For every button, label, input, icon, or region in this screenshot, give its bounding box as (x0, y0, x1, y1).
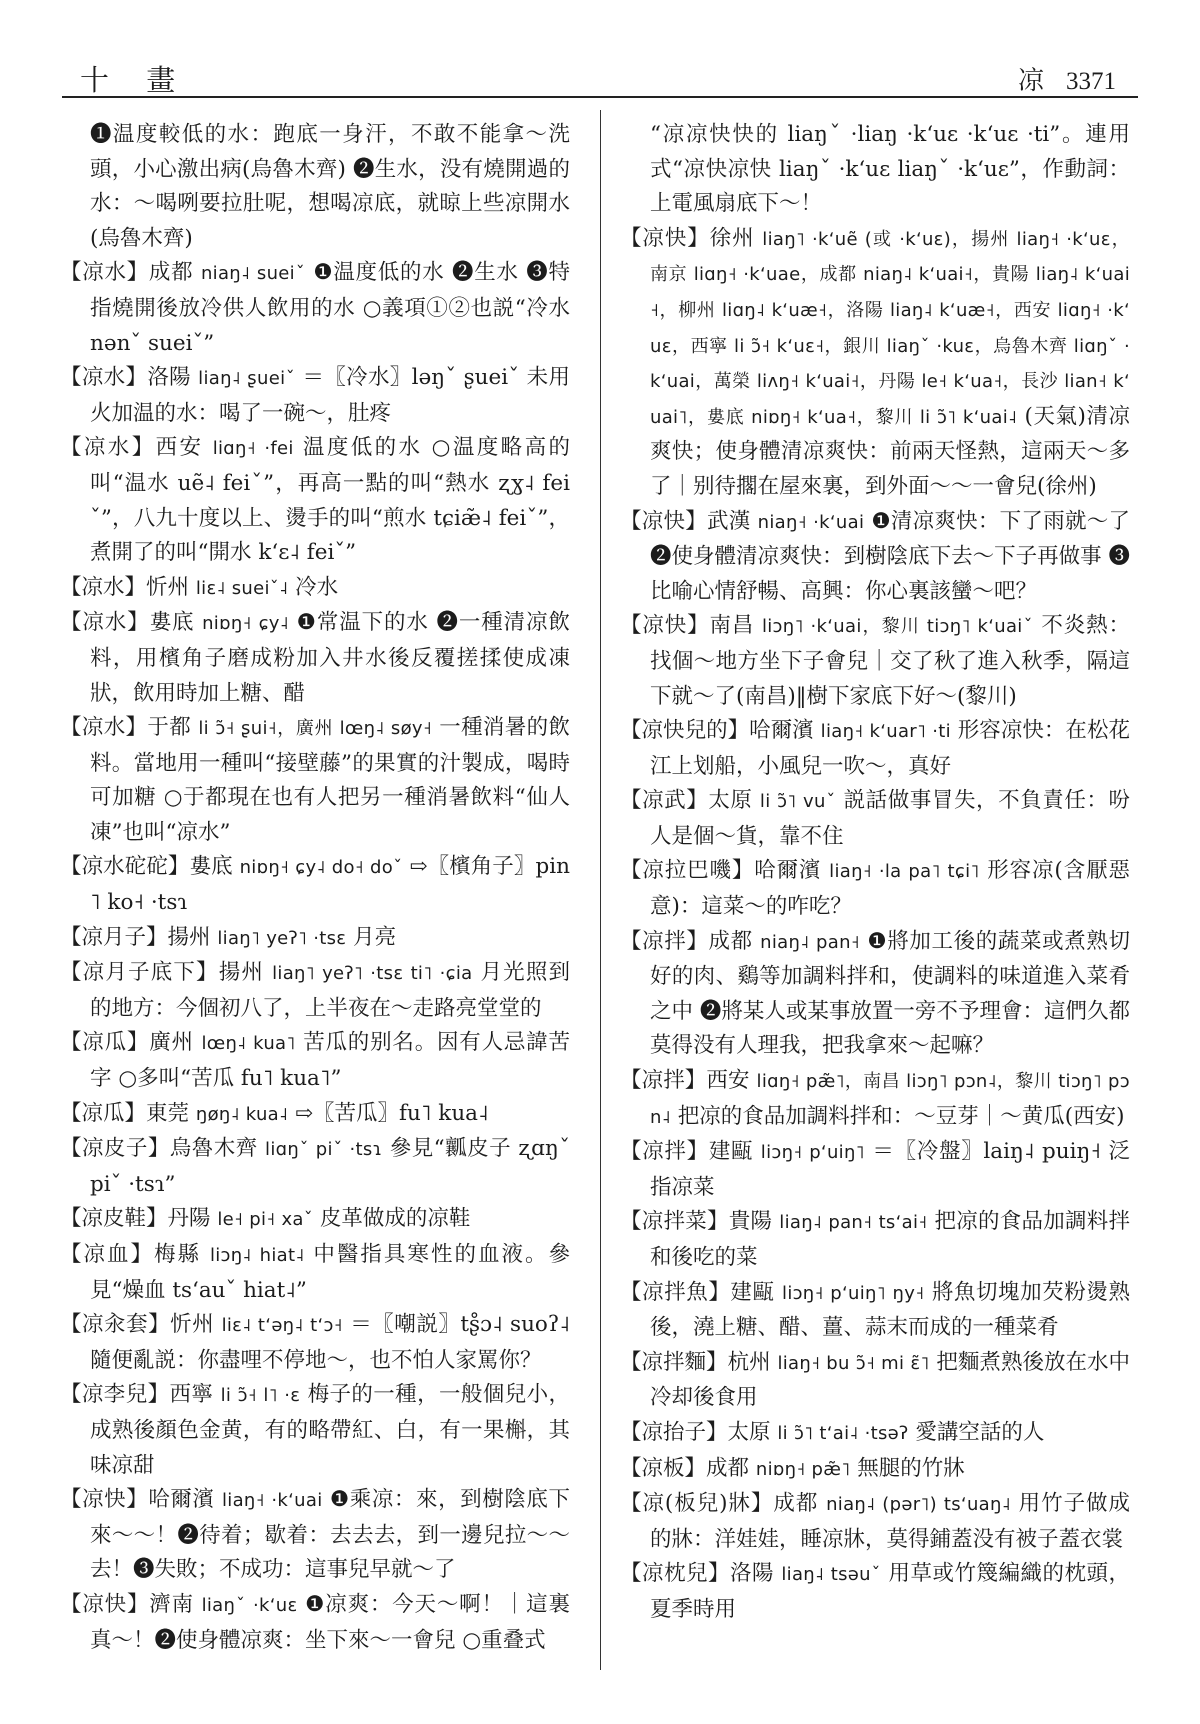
entry-definition: ❶凉爽：今天～啊！｜這裏真～！❷使身體凉爽：坐下來～一會兒 ○重叠式 (90, 1591, 570, 1653)
entry-phonetic: niaŋ˨ sueiˇ (200, 263, 306, 285)
dictionary-entry (60, 1097, 570, 1133)
entry-location: 成都 (148, 260, 194, 286)
dictionary-entry (620, 222, 1130, 505)
entry-definition: 用竹子做成的牀：洋娃娃，睡凉牀，莫得鋪蓋没有被子蓋衣裳 (650, 1491, 1130, 1552)
entry-location: 南昌 (709, 613, 755, 639)
entry-location: 徐州 (709, 225, 755, 251)
dictionary-entry (60, 606, 570, 711)
entry-phonetic: liɔŋ˧ pʻuiŋ˥ ŋy˧ (782, 1282, 925, 1304)
entry-headword: 【凉快】 (60, 1591, 150, 1617)
dictionary-entry (620, 784, 1130, 854)
entry-location: 于都 (147, 715, 192, 741)
entry-definition: 月光照到的地方：今個初八了，上半夜在～走路亮堂堂的 (90, 960, 570, 1021)
entry-headword: 【凉枕兒】 (620, 1561, 731, 1587)
entry-headword: 【凉拌魚】 (620, 1279, 731, 1305)
page-header (62, 52, 1138, 98)
entry-phonetic: niaŋ˨ (pər˥) tsʻuaŋ˨ (826, 1494, 1011, 1516)
entry-location: 東莞 (146, 1100, 190, 1126)
dictionary-entry (60, 1308, 570, 1378)
entry-location: 太原 (708, 788, 753, 814)
dictionary-entry (60, 1483, 570, 1588)
entry-phonetic: liaŋ˧ ·kʻuai (221, 1490, 323, 1512)
entry-headword: 【凉拌】 (620, 1139, 709, 1165)
entry-definition: 不炎熱：找個～地方坐下子會兒｜交了秋了進入秋季，隔這下就～了(南昌)‖樹下家底下好～(黎川) (650, 613, 1130, 709)
dictionary-entry (620, 1135, 1130, 1205)
entry-definition: ❶將加工後的蔬菜或煮熟切好的肉、鷄等加調料拌和，使調料的味道進入菜肴之中 ❷將某人或某事放置一旁不予理會：這們久都莫得没有人理我，把我拿來～起嘛？ (650, 928, 1130, 1059)
dictionary-entry (60, 921, 570, 957)
entry-phonetic: ŋøŋ˨ kua˨ (195, 1103, 289, 1125)
entry-location: 婁底 (189, 854, 233, 880)
entry-headword: 【凉月子底下】 (60, 960, 219, 986)
entry-phonetic: liaŋ˥ ·kʻuẽ (或 ·kʻuɛ)，揚州 liaŋ˧ ·kʻuɛ，南京 liɑŋ˧ ·kʻuae，成都 niaŋ˨ kʻuai˧，貴陽 liaŋ˨ kʻuai˧，柳州 liɑŋ˨ kʻuæ˧，洛陽 liaŋ˨ kʻuæ˧，西安 liɑŋ˧ ·kʻuɛ，西寧 li ɔ̃˧ kʻuɛ˧，銀川 liaŋˇ ·kuɛ，烏魯木齊 liɑŋˇ ·kʻuai，萬榮 liʌŋ˧ kʻuai˧，丹陽 le˧ kʻua˧，長沙 lian˧ kʻuai˥，婁底 niɒŋ˧ kʻua˧，黎川 li ɔ̃˥ kʻuai˨ (650, 228, 1130, 428)
entry-headword: 【凉水】 (60, 610, 150, 636)
left-column (60, 118, 570, 1658)
entry-location: 丹陽 (167, 1206, 211, 1232)
entry-definition: ❶温度較低的水：跑底一身汗，不敢不能拿～洗頭，小心激出病(烏魯木齊) ❷生水，没有燒開過的水：～喝咧要拉肚呢，想喝凉底，就晾上些凉開水(烏魯木齊) (90, 122, 570, 251)
entry-headword: 【凉水】 (60, 435, 156, 461)
entry-phonetic: lœŋ˨ kua˥ (201, 1033, 296, 1055)
entry-definition: 苦瓜的别名。因有人忌諱苦字 ○多叫“苦瓜 fu˥ kua˥” (90, 1030, 570, 1092)
entry-definition: ❶乘凉：來，到樹陰底下來～～！❷待着；歇着：去去去，到一邊兒拉～～去！❸失敗；不成功：這事兒早就～了 (90, 1487, 570, 1583)
entry-phonetic: liɔŋ˥ ·kʻuai，黎川 tiɔŋ˥ kʻuaiˇ (761, 616, 1034, 638)
entry-phonetic: liɛ˨ tʻəŋ˨ tʻɔ˧ (221, 1315, 343, 1337)
dictionary-entry (620, 1346, 1130, 1416)
entry-headword: 【凉拌麵】 (620, 1349, 728, 1375)
entry-location: 廣州 (149, 1030, 194, 1056)
entry-phonetic: li ɔ̃˧ l˥ ·ɛ (220, 1385, 301, 1407)
entry-location: 太原 (727, 1419, 771, 1445)
entry-headword: 【凉快】 (620, 613, 710, 639)
entry-location: 梅縣 (154, 1242, 202, 1267)
entry-phonetic: li ɔ̃˥ vuˇ (759, 791, 837, 813)
entry-headword: 【凉板】 (620, 1455, 707, 1481)
entry-phonetic: niɒŋ˧ ɕy˨ (202, 613, 289, 635)
dictionary-entry (620, 1416, 1130, 1452)
entry-definition: 冷水 (295, 574, 339, 600)
entry-definition: 參見“瓤皮子 ʐɑŋˇ piˇ ·tsɿ” (90, 1136, 571, 1197)
dictionary-entry (620, 1205, 1130, 1275)
entry-headword: 【凉(板兒)牀】 (620, 1491, 774, 1517)
running-headword: 凉 (1017, 66, 1044, 96)
dictionary-entry (620, 1064, 1130, 1135)
entry-headword: 【凉武】 (620, 788, 709, 814)
entry-phonetic: liaŋ˧ bu ɔ̃˧ mi ɛ̃˥ (777, 1352, 930, 1374)
entry-headword: 【凉水砣砣】 (60, 854, 190, 880)
entry-definition: 無腿的竹牀 (857, 1455, 965, 1481)
dictionary-entry (60, 956, 570, 1026)
dictionary-entry (60, 711, 570, 850)
entry-definition: ⇨〖檳角子〗pin˥ ko˧ ·tsɿ (90, 854, 570, 916)
entry-location: 成都 (706, 1455, 750, 1481)
dictionary-entry (60, 256, 570, 361)
entry-phonetic: niaŋ˧ ·kʻuai (757, 511, 865, 533)
entry-phonetic: liaŋ˨ tsəuˇ (781, 1564, 882, 1586)
entry-location: 揚州 (218, 960, 265, 986)
entry-phonetic: liɑŋ˧ pæ̃˥，南昌 liɔŋ˥ pɔn˨，黎川 tiɔŋ˥ pɔn˨ (650, 1071, 1130, 1128)
entry-phonetic: niaŋ˨ pan˧ (760, 931, 860, 953)
entry-definition: 中醫指具寒性的血液。參見“燥血 tsʻauˇ hiat˨” (90, 1242, 570, 1303)
entry-phonetic: liaŋ˧ ·la pa˥ tɕi˥ (829, 861, 980, 883)
entry-phonetic: liɔŋ˧ pʻuiŋ˥ (760, 1142, 865, 1164)
entry-location: 洛陽 (147, 365, 191, 391)
dictionary-entry (620, 925, 1130, 1064)
entry-phonetic: liaŋ˨ ʂueiˇ (198, 368, 296, 390)
entry-headword: 【凉拌】 (620, 928, 709, 954)
entry-phonetic: li ɔ̃˥ tʻai˨ ·tsəʔ (777, 1422, 909, 1444)
entry-headword: 【凉水】 (60, 260, 149, 286)
entry-definition: 皮革做成的凉鞋 (319, 1206, 471, 1232)
entry-location: 貴陽 (728, 1209, 773, 1235)
entry-phonetic: liaŋˇ ·kʻuɛ (201, 1594, 298, 1616)
entry-headword: 【凉拉巴嘰】 (620, 858, 755, 884)
dictionary-entry (60, 1238, 570, 1308)
entry-location: 婁底 (149, 610, 195, 636)
entry-location: 西安 (155, 435, 204, 461)
entry-headword: 【凉快】 (620, 225, 710, 251)
entry-location: 揚州 (167, 924, 211, 950)
entry-location: 忻州 (146, 574, 190, 600)
entry-definition: 把凉的食品加調料拌和：～豆芽｜～黄瓜(西安) (677, 1103, 1125, 1129)
entry-definition: 形容凉快：在松花江上划船，小風兒一吹～，真好 (650, 718, 1130, 779)
entry-definition: 形容凉(含厭惡意)：這菜～的咋吃？ (650, 858, 1130, 920)
entry-headword: 【凉李兒】 (60, 1382, 170, 1408)
dictionary-entry (60, 1202, 570, 1238)
entry-headword: 【凉快】 (620, 508, 708, 534)
entry-location: 成都 (708, 928, 753, 954)
entry-definition: 把麵煮熟後放在水中冷却後食用 (650, 1349, 1130, 1411)
dictionary-entry (60, 431, 570, 570)
dictionary-entry (60, 361, 570, 431)
entry-location: 西寧 (169, 1382, 214, 1408)
dictionary-entry (60, 1132, 570, 1202)
entry-definition: ❶常温下的水 ❷一種清凉飲料，用檳角子磨成粉加入井水後反覆搓揉使成凍狀，飲用時加上糖、醋 (90, 610, 570, 706)
entry-definition: 用草或竹篾編織的枕頭，夏季時用 (650, 1561, 1130, 1622)
dictionary-entry (620, 1487, 1130, 1557)
entry-phonetic: liɛ˨ sueiˇ˨ (195, 577, 289, 599)
entry-headword: 【凉水】 (60, 574, 147, 600)
entry-headword: 【凉快】 (60, 1487, 149, 1513)
entry-headword: 【凉月子】 (60, 924, 168, 950)
entry-definition: 月亮 (353, 924, 397, 950)
entry-phonetic: liɑŋˇ piˇ ·tsɿ (265, 1139, 383, 1161)
dictionary-entry (620, 1452, 1130, 1488)
entry-location: 哈爾濱 (749, 718, 814, 744)
entry-location: 武漢 (707, 508, 751, 534)
running-head (1018, 60, 1116, 97)
dictionary-entry (620, 1276, 1130, 1346)
entry-phonetic: le˧ pi˧ xaˇ (217, 1209, 314, 1231)
dictionary-entry (620, 609, 1130, 714)
entry-headword: 【凉皮子】 (60, 1136, 170, 1162)
entry-location: 洛陽 (730, 1561, 775, 1587)
entry-headword: 【凉抬子】 (620, 1419, 728, 1445)
entry-headword: 【凉拌菜】 (620, 1209, 729, 1235)
entry-location: 濟南 (149, 1591, 194, 1617)
entry-phonetic: liaŋ˥ yeʔ˥ ·tsɛ ti˥ ·ɕia (272, 963, 473, 985)
entry-location: 哈爾濱 (148, 1487, 215, 1513)
entry-definition: ❶温度低的水 ❷生水 ❸特指燒開後放冷供人飲用的水 ○義項①②也説“冷水 nənˇ sueiˇ” (90, 260, 570, 356)
dictionary-entry (60, 1588, 570, 1658)
dictionary-entry (620, 854, 1130, 924)
entry-location: 建甌 (708, 1139, 754, 1165)
entry-location: 杭州 (727, 1349, 771, 1375)
dictionary-entry (620, 118, 1130, 222)
entry-definition: ＝〖嘲説〗tʂ̊ɔ˨ suoʔ˨ 隨便亂説：你盡哩不停地～，也不怕人家罵你？ (90, 1312, 571, 1373)
entry-phonetic: liɔŋ˨ hiat˨ (209, 1245, 305, 1266)
column-divider (600, 110, 601, 1670)
entry-phonetic: liaŋ˧ kʻuar˥ ·ti (820, 721, 951, 743)
entry-location: 忻州 (170, 1312, 215, 1338)
entry-location: 烏魯木齊 (169, 1136, 258, 1162)
entry-headword: 【凉血】 (60, 1242, 155, 1267)
entry-headword: 【凉汆套】 (60, 1312, 171, 1338)
entry-headword: 【凉瓜】 (60, 1030, 150, 1056)
entry-phonetic: liaŋ˨ pan˧ tsʻai˧ (779, 1212, 928, 1234)
entry-definition: 把凉的食品加調料拌和後吃的菜 (650, 1209, 1130, 1270)
entry-headword: 【凉瓜】 (60, 1100, 147, 1126)
dictionary-entry (60, 1026, 570, 1096)
entry-phonetic: niɒŋ˧ pæ̃˥ (755, 1458, 851, 1480)
entry-headword: 【凉快兒的】 (620, 718, 750, 744)
entry-phonetic: liɑŋ˧ ·fei (212, 438, 294, 460)
entry-definition: (天氣)清凉爽快；使身體清凉爽快：前兩天怪熱，這兩天～多了｜别待擱在屋來裏，到外面～～一會兒(徐州) (650, 403, 1130, 499)
entry-phonetic: li ɔ̃˧ ʂui˧，廣州 lœŋ˨ søy˧ (198, 718, 433, 740)
entry-location: 西安 (706, 1068, 750, 1094)
dictionary-entry (620, 714, 1130, 784)
entry-definition: “凉凉快快的 liaŋˇ ·liaŋ ·kʻuɛ ·kʻuɛ ·ti”。連用式“凉快凉快 liaŋˇ ·kʻuɛ liaŋˇ ·kʻuɛ”，作動詞：上電風扇底下～！ (650, 122, 1130, 217)
dictionary-entry (60, 850, 570, 920)
entry-phonetic: niɒŋ˧ ɕy˨ do˧ doˇ (239, 857, 403, 879)
entry-definition: 梅子的一種，一般個兒小，成熟後顏色金黄，有的略帶紅、白，有一果槲，其味凉甜 (90, 1382, 570, 1478)
entry-definition: 温度低的水 ○温度略高的叫“温水 uẽ˨ feiˇ”，再高一點的叫“熱水 ʐɣ˨ feiˇ”，八九十度以上、燙手的叫“煎水 tɕiæ̃˨ feiˇ”，煮開了的叫“開水 kʻɛ˨ feiˇ” (90, 435, 570, 566)
section-title: 十 畫 (80, 63, 190, 97)
dictionary-entry (60, 1378, 570, 1483)
entry-phonetic: liaŋ˥ yeʔ˥ ·tsɛ (217, 927, 347, 949)
entry-location: 建甌 (730, 1279, 775, 1305)
page-number: 3371 (1066, 68, 1116, 95)
entry-location: 成都 (773, 1491, 819, 1517)
entry-location: 哈爾濱 (754, 858, 822, 884)
entry-definition: ⇨〖苦瓜〗fu˥ kua˨ (295, 1100, 489, 1126)
entry-headword: 【凉水】 (60, 715, 148, 741)
entry-headword: 【凉水】 (60, 365, 148, 391)
right-column (620, 118, 1130, 1628)
dictionary-entry (60, 571, 570, 607)
dictionary-entry (620, 505, 1130, 610)
entry-definition: ❶清凉爽快：下了雨就～了 ❷使身體清凉爽快：到樹陰底下去～下子再做事 ❸比喻心情舒暢、高興：你心裏該蠻～吧？ (650, 508, 1130, 604)
dictionary-entry (60, 118, 570, 256)
entry-definition: ＝〖冷水〗ləŋˇ ʂueiˇ 未用火加温的水：喝了一碗～，肚疼 (90, 365, 570, 426)
entry-definition: 説話做事冒失，不負責任：吩人是個～貨，靠不住 (650, 788, 1130, 849)
entry-headword: 【凉拌】 (620, 1068, 707, 1094)
entry-definition: 將魚切塊加芡粉燙熟後，澆上糖、醋、薑、蒜末而成的一種菜肴 (650, 1279, 1130, 1341)
entry-definition: 一種消暑的飲料。當地用一種叫“接壁藤”的果實的汁製成，喝時可加糖 ○于都現在也有人把另一種消暑飲料“仙人凍”也叫“凉水” (90, 715, 570, 845)
entry-definition: ＝〖冷盤〗laiŋ˨ puiŋ˧ 泛指凉菜 (650, 1139, 1130, 1200)
entry-definition: 愛講空話的人 (915, 1419, 1045, 1445)
dictionary-entry (620, 1557, 1130, 1627)
entry-headword: 【凉皮鞋】 (60, 1206, 168, 1232)
